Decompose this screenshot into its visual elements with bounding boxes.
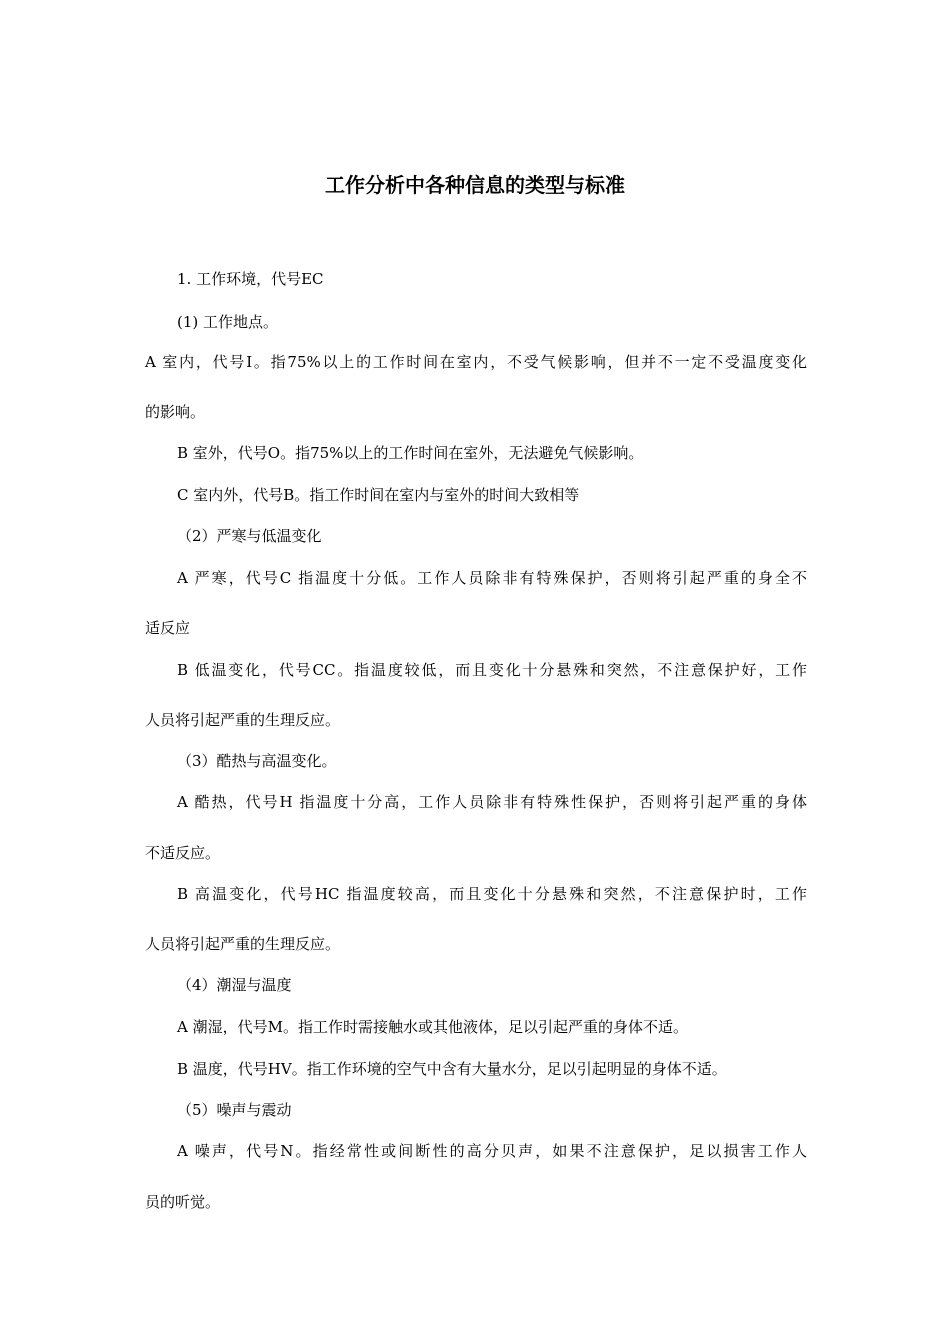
subsection-heading-work-location: (1) 工作地点。 — [177, 313, 279, 331]
paragraph-line: B 室外，代号O。指75%以上的工作时间在室外，无法避免气候影响。 — [177, 444, 644, 462]
paragraph-line: 人员将引起严重的生理反应。 — [145, 935, 341, 953]
paragraph-line: A 酷热，代号H 指温度十分高，工作人员除非有特殊性保护，否则将引起严重的身体 — [177, 793, 807, 811]
subsection-heading-noise: （5）噪声与震动 — [177, 1101, 292, 1119]
section-heading-work-environment: 1. 工作环境，代号EC — [177, 270, 324, 288]
paragraph-line: A 潮湿，代号M。指工作时需接触水或其他液体，足以引起严重的身体不适。 — [177, 1018, 688, 1036]
subsection-heading-humidity: （4）潮湿与温度 — [177, 976, 292, 994]
document-title: 工作分析中各种信息的类型与标准 — [325, 173, 625, 197]
paragraph-line: B 高温变化，代号HC 指温度较高，而且变化十分悬殊和突然，不注意保护时，工作 — [177, 885, 807, 903]
paragraph-line: A 严寒，代号C 指温度十分低。工作人员除非有特殊保护，否则将引起严重的身全不 — [177, 569, 807, 587]
subsection-heading-heat: （3）酷热与高温变化。 — [177, 752, 337, 770]
paragraph-line: 不适反应。 — [145, 844, 221, 862]
paragraph-line: C 室内外，代号B。指工作时间在室内与室外的时间大致相等 — [177, 486, 580, 504]
paragraph-line: B 低温变化，代号CC。指温度较低，而且变化十分悬殊和突然，不注意保护好，工作 — [177, 661, 807, 679]
paragraph-line: 人员将引起严重的生理反应。 — [145, 711, 341, 729]
paragraph-line: 员的听觉。 — [145, 1193, 221, 1211]
paragraph-line: 适反应 — [145, 619, 191, 637]
paragraph-line: 的影响。 — [145, 403, 206, 421]
paragraph-line: A 室内，代号I。指75%以上的工作时间在室内，不受气候影响，但并不一定不受温度变化 — [145, 353, 807, 371]
paragraph-line: B 温度，代号HV。指工作环境的空气中含有大量水分，足以引起明显的身体不适。 — [177, 1060, 727, 1078]
subsection-heading-cold: （2）严寒与低温变化 — [177, 527, 322, 545]
paragraph-line: A 噪声，代号N。指经常性或间断性的高分贝声，如果不注意保护，足以损害工作人 — [177, 1142, 807, 1160]
